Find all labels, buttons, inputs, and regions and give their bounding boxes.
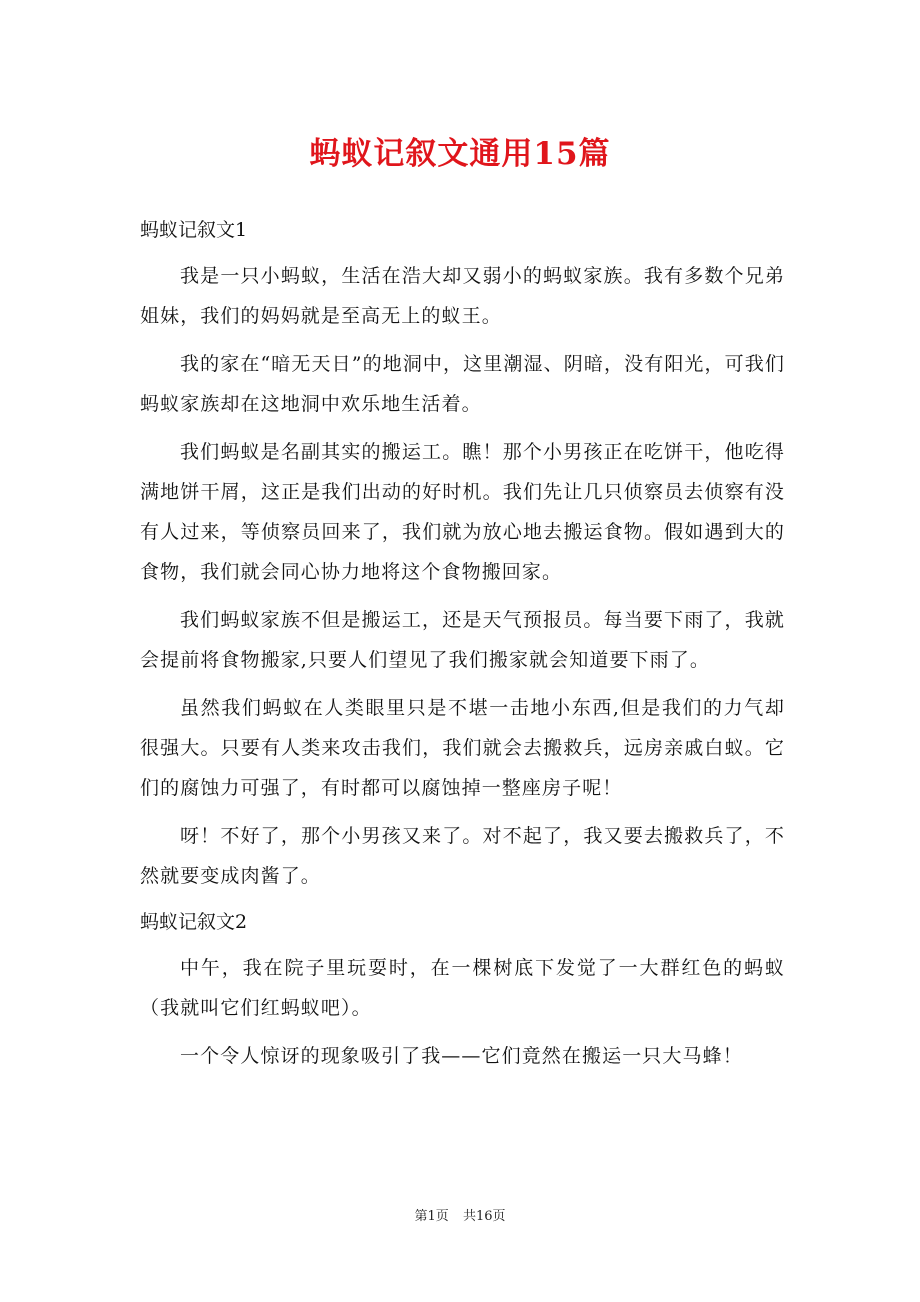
section-2 xyxy=(140,904,785,1076)
page-footer xyxy=(0,1205,920,1224)
paragraph: 我的家在“暗无天日”的地洞中，这里潮湿、阴暗，没有阳光，可我们蚂蚁家族却在这地洞中欢乐地生活着。 xyxy=(140,353,785,415)
paragraph: 一个令人惊讶的现象吸引了我——它们竟然在搬运一只大马蜂！ xyxy=(180,1045,743,1067)
page-number: 第1页 xyxy=(414,1209,449,1224)
section-heading: 蚂蚁记叙文1 xyxy=(140,219,248,241)
section-1 xyxy=(140,212,785,896)
page-total: 共16页 xyxy=(462,1209,506,1224)
paragraph: 我们蚂蚁是名副其实的搬运工。瞧！那个小男孩正在吃饼干，他吃得满地饼干屑，这正是我们出动的好时机。我们先让几只侦察员去侦察有没有人过来，等侦察员回来了，我们就为放心地去搬运食物。假如遇到大的食物，我们就会同心协力地将这个食物搬回家。 xyxy=(140,441,785,583)
document-body xyxy=(140,212,785,1084)
paragraph: 中午，我在院子里玩耍时，在一棵树底下发觉了一大群红色的蚂蚁（我就叫它们红蚂蚁吧）。 xyxy=(140,957,785,1019)
paragraph: 我是一只小蚂蚁，生活在浩大却又弱小的蚂蚁家族。我有多数个兄弟姐妹，我们的妈妈就是至高无上的蚁王。 xyxy=(140,265,785,327)
section-heading: 蚂蚁记叙文2 xyxy=(140,911,248,933)
paragraph: 我们蚂蚁家族不但是搬运工，还是天气预报员。每当要下雨了，我就会提前将食物搬家,只要人们望见了我们搬家就会知道要下雨了。 xyxy=(140,609,785,671)
paragraph: 虽然我们蚂蚁在人类眼里只是不堪一击地小东西,但是我们的力气却很强大。只要有人类来攻击我们，我们就会去搬救兵，远房亲戚白蚁。它们的腐蚀力可强了，有时都可以腐蚀掉一整座房子呢！ xyxy=(140,697,785,799)
document-title: 蚂蚁记叙文通用15篇 xyxy=(309,136,611,172)
paragraph: 呀！不好了，那个小男孩又来了。对不起了，我又要去搬救兵了，不然就要变成肉酱了。 xyxy=(140,825,785,887)
